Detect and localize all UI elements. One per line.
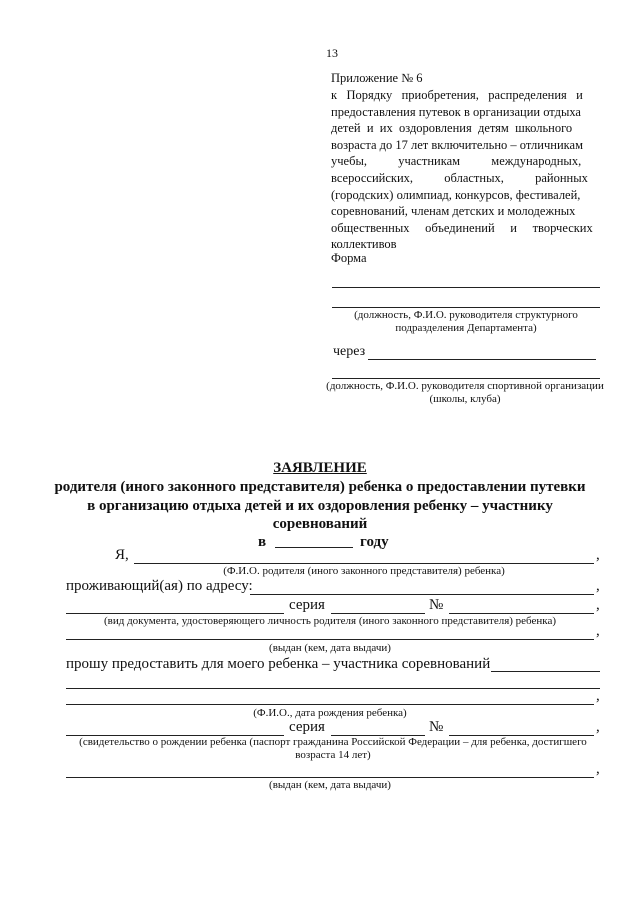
appendix-line: детей и их оздоровления детям школьного: [331, 121, 573, 136]
via-caption-1: (должность, Ф.И.О. руководителя спортивной организации: [326, 380, 604, 392]
child-line-2[interactable]: [66, 704, 594, 705]
address-label: проживающий(ая) по адресу:: [66, 578, 253, 594]
appendix-line: предоставления путевок в организации отдыха: [331, 104, 581, 119]
via-label: через: [333, 344, 366, 359]
request-field[interactable]: [491, 671, 600, 672]
comma-7: ,: [596, 761, 600, 777]
statement-subtitle-2: в организацию отдыха детей и их оздоровления ребенку – участнику: [87, 498, 553, 514]
appendix-line: (городских) олимпиад, конкурсов, фестивалей,: [331, 187, 581, 202]
issued-caption-2: (выдан (кем, дата выдачи): [269, 779, 391, 791]
series-label-2: серия: [289, 719, 325, 735]
comma-1: ,: [596, 547, 600, 563]
year-suffix: году: [360, 534, 389, 550]
child-caption: (Ф.И.О., дата рождения ребенка): [253, 707, 407, 719]
via-line-2[interactable]: [332, 378, 600, 379]
child-line-1[interactable]: [66, 688, 600, 689]
request-label: прошу предоставить для моего ребенка – участника соревнований: [66, 656, 491, 672]
appendix-line: всероссийских, областных, районных: [331, 170, 588, 185]
year-prefix: в: [258, 534, 267, 550]
certificate-caption-2: возраста 14 лет): [295, 749, 371, 761]
issued-caption: (выдан (кем, дата выдачи): [269, 642, 391, 654]
appendix-title: Приложение № 6: [331, 71, 423, 85]
comma-5: ,: [596, 688, 600, 704]
number-label: №: [429, 597, 444, 613]
appendix-line: возраста до 17 лет включительно – отличникам: [331, 137, 583, 152]
i-label: Я,: [115, 547, 129, 563]
address-field[interactable]: [250, 594, 594, 595]
series-label: серия: [289, 597, 325, 613]
addressee-line-1[interactable]: [332, 287, 600, 288]
document-field[interactable]: [66, 613, 284, 614]
appendix-line: соревнований, членам детских и молодежных: [331, 204, 576, 219]
form-label: Форма: [331, 251, 367, 265]
parent-name-caption: (Ф.И.О. родителя (иного законного представителя) ребенка): [223, 565, 505, 577]
addressee-caption-2: подразделения Департамента): [395, 322, 537, 334]
issued-field-2[interactable]: [66, 777, 594, 778]
page-number: 13: [326, 46, 338, 60]
statement-title: ЗАЯВЛЕНИЕ: [273, 460, 367, 476]
comma-3: ,: [596, 597, 600, 613]
year-field[interactable]: [275, 547, 353, 548]
comma-4: ,: [596, 623, 600, 639]
certificate-caption-1: (свидетельство о рождении ребенка (паспорт гражданина Российской Федерации – для ребенка, достигшего: [79, 736, 587, 748]
comma-6: ,: [596, 719, 600, 735]
via-caption-2: (школы, клуба): [429, 393, 501, 405]
addressee-caption-1: (должность, Ф.И.О. руководителя структурного: [354, 309, 578, 321]
appendix-line: коллективов: [331, 237, 397, 252]
appendix-line: к Порядку приобретения, распределения и: [331, 88, 583, 102]
number-field[interactable]: [449, 613, 594, 614]
issued-field[interactable]: [66, 639, 594, 640]
statement-subtitle-1: родителя (иного законного представителя) ребенка о предоставлении путевки: [54, 479, 586, 495]
addressee-line-2[interactable]: [332, 307, 600, 308]
statement-subtitle-3: соревнований: [272, 516, 368, 532]
number-label-2: №: [429, 719, 444, 735]
parent-name-field[interactable]: [134, 563, 594, 564]
appendix-line: общественных объединений и творческих: [331, 220, 593, 235]
comma-2: ,: [596, 578, 600, 594]
via-line[interactable]: [368, 359, 596, 360]
appendix-line: учебы, участникам международных,: [331, 154, 582, 169]
document-caption: (вид документа, удостоверяющего личность родителя (иного законного представителя) ребенка): [104, 615, 556, 627]
series-field[interactable]: [331, 613, 425, 614]
appendix-text: [331, 87, 599, 253]
